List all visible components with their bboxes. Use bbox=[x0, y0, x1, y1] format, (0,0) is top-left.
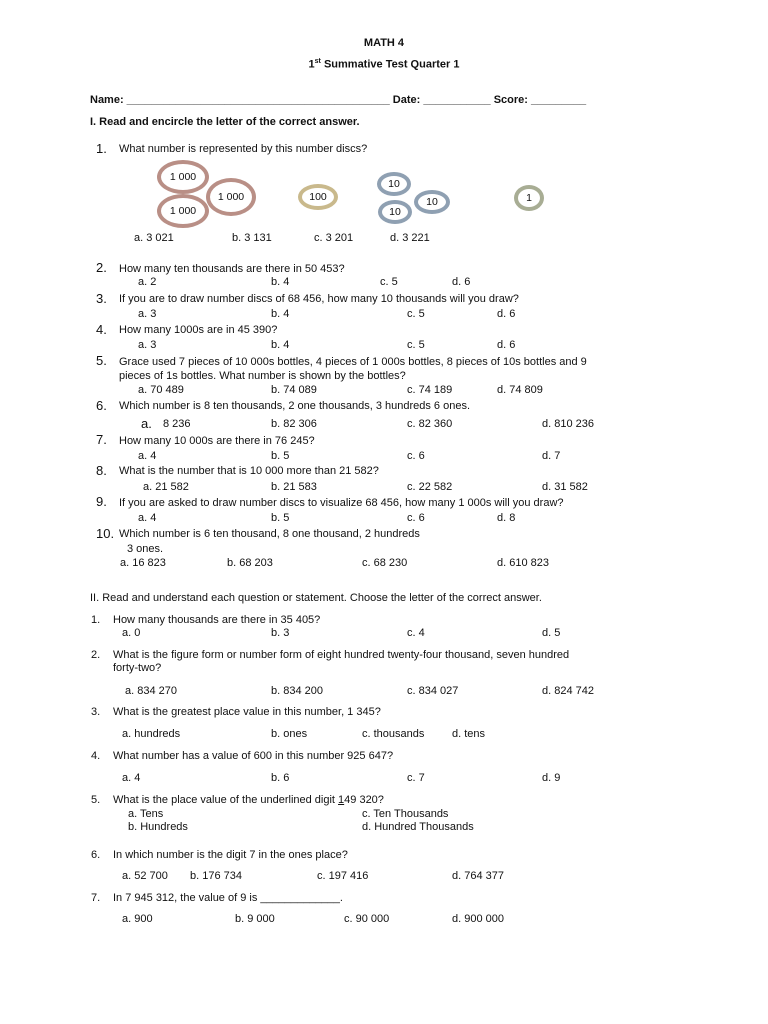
q2-choice-a[interactable]: a. 2 bbox=[138, 276, 157, 288]
q4-choice-c[interactable]: c. 5 bbox=[407, 339, 425, 351]
q7-choice-b[interactable]: b. 5 bbox=[271, 450, 290, 462]
part2-heading: II. Read and understand each question or statement. Choose the letter of the correct answer. bbox=[90, 592, 542, 604]
q6-text: Which number is 8 ten thousands, 2 one thousands, 3 hundreds 6 ones. bbox=[119, 400, 471, 412]
p2-q5-choice-b[interactable]: b. Hundreds bbox=[128, 821, 188, 833]
q2-text: How many ten thousands are there in 50 453? bbox=[119, 263, 345, 275]
p2-q7-number: 7. bbox=[91, 892, 101, 904]
q5-text-line2: pieces of 1s bottles. What number is shown by the bottles? bbox=[119, 370, 406, 382]
q7-number: 7. bbox=[96, 432, 107, 447]
q2-choice-d[interactable]: d. 6 bbox=[452, 276, 471, 288]
q5-choice-a[interactable]: a. 70 489 bbox=[138, 384, 184, 396]
q3-text: If you are to draw number discs of 68 456, how many 10 thousands will you draw? bbox=[119, 293, 519, 305]
q7-text: How many 10 000s are there in 76 245? bbox=[119, 435, 315, 447]
q5-choice-b[interactable]: b. 74 089 bbox=[271, 384, 317, 396]
q9-text: If you are asked to draw number discs to visualize 68 456, how many 1 000s will you draw? bbox=[119, 497, 564, 509]
p2-q2-choice-a[interactable]: a. 834 270 bbox=[125, 685, 177, 697]
q8-choice-b[interactable]: b. 21 583 bbox=[271, 481, 317, 493]
q3-choice-b[interactable]: b. 4 bbox=[271, 308, 290, 320]
p2-q4-choice-c[interactable]: c. 7 bbox=[407, 772, 425, 784]
disc-thousand: 1 000 bbox=[157, 160, 209, 194]
q6-number: 6. bbox=[96, 398, 107, 413]
q3-choice-a[interactable]: a. 3 bbox=[138, 308, 157, 320]
q7-choice-a[interactable]: a. 4 bbox=[138, 450, 157, 462]
q3-number: 3. bbox=[96, 291, 107, 306]
p2-q1-text: How many thousands are there in 35 405? bbox=[113, 614, 321, 626]
q1-text: What number is represented by this number discs? bbox=[119, 143, 368, 155]
q6-choice-a[interactable]: 8 236 bbox=[163, 418, 191, 430]
p2-q2-text: What is the figure form or number form of eight hundred twenty-four thousand, seven hundred bbox=[113, 649, 570, 661]
q8-number: 8. bbox=[96, 463, 107, 478]
q10-choice-d[interactable]: d. 610 823 bbox=[497, 557, 549, 569]
p2-q7-choice-b[interactable]: b. 9 000 bbox=[235, 913, 275, 925]
q8-choice-a[interactable]: a. 21 582 bbox=[143, 481, 189, 493]
p2-q7-choice-d[interactable]: d. 900 000 bbox=[452, 913, 504, 925]
q1-choice-b[interactable]: b. 3 131 bbox=[232, 232, 272, 244]
p2-q4-choice-a[interactable]: a. 4 bbox=[122, 772, 141, 784]
q3-choice-d[interactable]: d. 6 bbox=[497, 308, 516, 320]
disc-ten: 10 bbox=[378, 200, 412, 224]
q4-choice-d[interactable]: d. 6 bbox=[497, 339, 516, 351]
q7-choice-c[interactable]: c. 6 bbox=[407, 450, 425, 462]
p2-q1-choice-a[interactable]: a. 0 bbox=[122, 627, 141, 639]
p2-q6-text: In which number is the digit 7 in the ones place? bbox=[113, 849, 348, 861]
q2-choice-c[interactable]: c. 5 bbox=[380, 276, 398, 288]
q1-choice-a[interactable]: a. 3 021 bbox=[134, 232, 174, 244]
q9-choice-c[interactable]: c. 6 bbox=[407, 512, 425, 524]
p2-q6-number: 6. bbox=[91, 849, 101, 861]
q7-choice-d[interactable]: d. 7 bbox=[542, 450, 561, 462]
q10-choice-c[interactable]: c. 68 230 bbox=[362, 557, 408, 569]
p2-q6-choice-b[interactable]: b. 176 734 bbox=[190, 870, 242, 882]
p2-q3-choice-c[interactable]: c. thousands bbox=[362, 728, 425, 740]
q2-choice-b[interactable]: b. 4 bbox=[271, 276, 290, 288]
underlined-digit: 1 bbox=[338, 794, 345, 806]
p2-q1-choice-b[interactable]: b. 3 bbox=[271, 627, 290, 639]
p2-q7-choice-c[interactable]: c. 90 000 bbox=[344, 913, 390, 925]
p2-q2-choice-c[interactable]: c. 834 027 bbox=[407, 685, 459, 697]
p2-q4-choice-b[interactable]: b. 6 bbox=[271, 772, 290, 784]
q8-choice-d[interactable]: d. 31 582 bbox=[542, 481, 588, 493]
q3-choice-c[interactable]: c. 5 bbox=[407, 308, 425, 320]
q8-choice-c[interactable]: c. 22 582 bbox=[407, 481, 453, 493]
disc-ten: 10 bbox=[414, 190, 450, 214]
q6-choice-d[interactable]: d. 810 236 bbox=[542, 418, 594, 430]
p2-q4-text: What number has a value of 600 in this number 925 647? bbox=[113, 750, 394, 762]
q6-choice-b[interactable]: b. 82 306 bbox=[271, 418, 317, 430]
p2-q3-choice-a[interactable]: a. hundreds bbox=[122, 728, 181, 740]
p2-q5-number: 5. bbox=[91, 794, 101, 806]
p2-q6-choice-c[interactable]: c. 197 416 bbox=[317, 870, 369, 882]
p2-q5-choice-a[interactable]: a. Tens bbox=[128, 808, 164, 820]
disc-hundred: 100 bbox=[298, 184, 338, 210]
q5-number: 5. bbox=[96, 353, 107, 368]
q5-choice-d[interactable]: d. 74 809 bbox=[497, 384, 543, 396]
q10-choice-b[interactable]: b. 68 203 bbox=[227, 557, 273, 569]
q6-choice-a-letter[interactable]: a. bbox=[141, 416, 152, 431]
p2-q2-choice-b[interactable]: b. 834 200 bbox=[271, 685, 323, 697]
p2-q5-choice-c[interactable]: c. Ten Thousands bbox=[362, 808, 449, 820]
p2-q2-text-line2: forty-two? bbox=[113, 662, 162, 674]
q8-text: What is the number that is 10 000 more than 21 582? bbox=[119, 465, 379, 477]
q9-number: 9. bbox=[96, 494, 107, 509]
q10-number: 10. bbox=[96, 526, 115, 541]
disc-thousand: 1 000 bbox=[206, 178, 256, 216]
q4-choice-a[interactable]: a. 3 bbox=[138, 339, 157, 351]
q10-text-line2: 3 ones. bbox=[127, 543, 164, 555]
p2-q5-text: What is the place value of the underlined digit 149 320? bbox=[113, 794, 384, 806]
q1-number: 1. bbox=[96, 141, 107, 156]
p2-q1-number: 1. bbox=[91, 614, 101, 626]
p2-q2-number: 2. bbox=[91, 649, 101, 661]
q6-choice-c[interactable]: c. 82 360 bbox=[407, 418, 453, 430]
disc-ten: 10 bbox=[377, 172, 411, 196]
q4-number: 4. bbox=[96, 322, 107, 337]
page-title: MATH 4 bbox=[363, 37, 405, 49]
part1-heading: I. Read and encircle the letter of the correct answer. bbox=[90, 116, 360, 128]
q5-text: Grace used 7 pieces of 10 000s bottles, 4 pieces of 1 000s bottles, 8 pieces of 10s bottles and 9 bbox=[119, 356, 587, 368]
p2-q1-choice-d[interactable]: d. 5 bbox=[542, 627, 561, 639]
p2-q4-choice-d[interactable]: d. 9 bbox=[542, 772, 561, 784]
q1-choice-d[interactable]: d. 3 221 bbox=[390, 232, 430, 244]
p2-q1-choice-c[interactable]: c. 4 bbox=[407, 627, 425, 639]
p2-q7-choice-a[interactable]: a. 900 bbox=[122, 913, 153, 925]
p2-q6-choice-a[interactable]: a. 52 700 bbox=[122, 870, 168, 882]
q10-choice-a[interactable]: a. 16 823 bbox=[120, 557, 166, 569]
p2-q3-text: What is the greatest place value in this number, 1 345? bbox=[113, 706, 381, 718]
p2-q4-number: 4. bbox=[91, 750, 101, 762]
p2-q5-choice-d[interactable]: d. Hundred Thousands bbox=[362, 821, 474, 833]
disc-one: 1 bbox=[514, 185, 544, 211]
p2-q6-choice-d[interactable]: d. 764 377 bbox=[452, 870, 504, 882]
q4-choice-b[interactable]: b. 4 bbox=[271, 339, 290, 351]
p2-q3-choice-b[interactable]: b. ones bbox=[271, 728, 308, 740]
q5-choice-c[interactable]: c. 74 189 bbox=[407, 384, 453, 396]
q4-text: How many 1000s are in 45 390? bbox=[119, 324, 278, 336]
q2-number: 2. bbox=[96, 260, 107, 275]
p2-q7-text: In 7 945 312, the value of 9 is _____________. bbox=[113, 892, 343, 904]
q9-choice-a[interactable]: a. 4 bbox=[138, 512, 157, 524]
disc-thousand: 1 000 bbox=[157, 194, 209, 228]
q10-text: Which number is 6 ten thousand, 8 one thousand, 2 hundreds bbox=[119, 528, 420, 540]
p2-q3-number: 3. bbox=[91, 706, 101, 718]
p2-q3-choice-d[interactable]: d. tens bbox=[452, 728, 486, 740]
q1-choice-c[interactable]: c. 3 201 bbox=[314, 232, 354, 244]
q9-choice-b[interactable]: b. 5 bbox=[271, 512, 290, 524]
q9-choice-d[interactable]: d. 8 bbox=[497, 512, 516, 524]
name-date-score-line: Name: ___________________________________________ Date: ___________ Score: _________ bbox=[90, 94, 587, 106]
p2-q2-choice-d[interactable]: d. 824 742 bbox=[542, 685, 594, 697]
test-subtitle: 1st Summative Test Quarter 1 bbox=[308, 58, 460, 71]
